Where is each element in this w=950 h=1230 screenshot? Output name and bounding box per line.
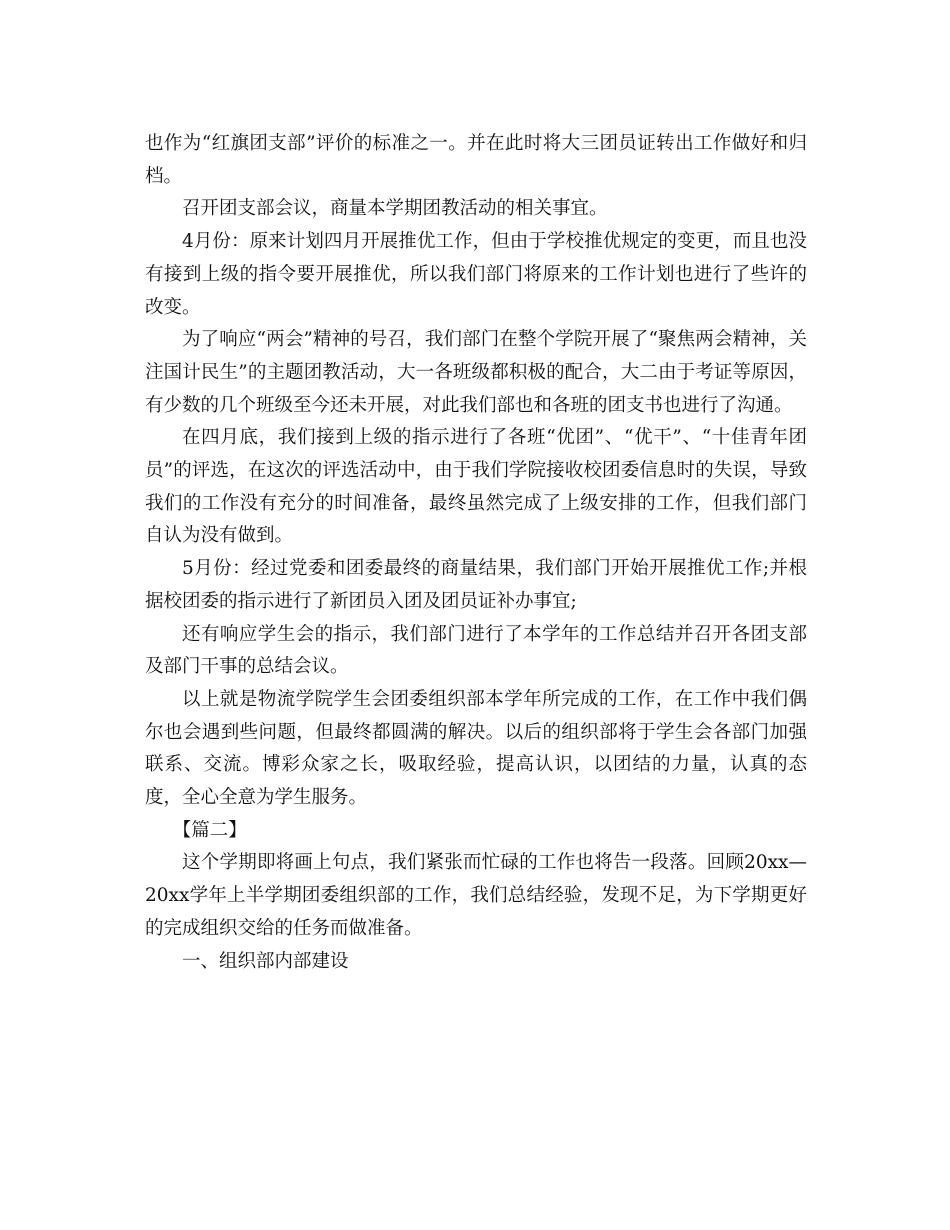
section-heading-internal-building: 一、组织部内部建设: [182, 950, 349, 972]
paragraph-7: 还有响应学生会的指示，我们部门进行了本学年的工作总结并召开各团支部及部门干事的总结会议。: [145, 623, 807, 678]
paragraph-4: 为了响应“两会”精神的号召，我们部门在整个学院开展了“聚焦两会精神，关注国计民生”的主题团教活动，大一各班级都积极的配合，大二由于考证等原因，有少数的几个班级至今还未开展，对此我们部也和各班的团支书也进行了沟通。: [145, 329, 807, 416]
paragraph-1: 也作为“红旗团支部”评价的标准之一。并在此时将大三团员证转出工作做好和归档。: [145, 133, 807, 187]
paragraph-2: 召开团支部会议，商量本学期团教活动的相关事宜。: [182, 198, 608, 220]
paragraph-8: 以上就是物流学院学生会团委组织部本学年所完成的工作，在工作中我们偶尔也会遇到些问题，但最终都圆满的解决。以后的组织部将于学生会各部门加强联系、交流。博彩众家之长，吸取经验，提高认识，以团结的力量，认真的态度，全心全意为学生服务。: [145, 688, 807, 809]
paragraph-6: 5月份：经过党委和团委最终的商量结果，我们部门开始开展推优工作;并根据校团委的指示进行了新团员入团及团员证补办事宜;: [145, 558, 807, 612]
paragraph-3: 4月份：原来计划四月开展推优工作，但由于学校推优规定的变更，而且也没有接到上级的指令要开展推优，所以我们部门将原来的工作计划也进行了些许的改变。: [145, 231, 807, 318]
section-heading-part-two: 【篇二】: [172, 819, 247, 841]
paragraph-5: 在四月底，我们接到上级的指示进行了各班“优团”、“优干”、“十佳青年团员”的评选，在这次的评选活动中，由于我们学院接收校团委信息时的失误，导致我们的工作没有充分的时间准备，最终虽然完成了上级安排的工作，但我们部门自认为没有做到。: [145, 427, 807, 547]
document-body: [145, 128, 807, 978]
paragraph-9: 这个学期即将画上句点，我们紧张而忙碌的工作也将告一段落。回顾20xx—20xx学年上半学期团委组织部的工作，我们总结经验，发现不足，为下学期更好的完成组织交给的任务而做准备。: [145, 852, 807, 939]
